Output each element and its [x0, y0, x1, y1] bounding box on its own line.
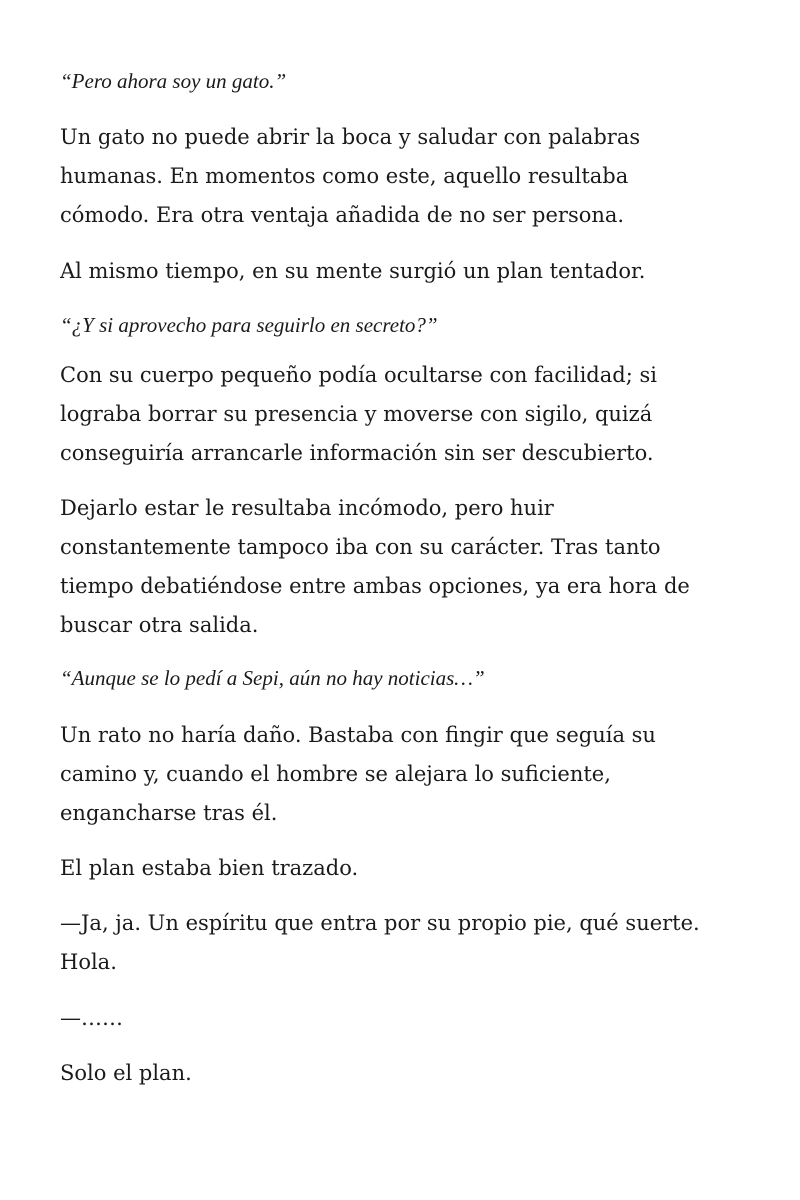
paragraph: Solo el plan.	[60, 1061, 192, 1085]
thought-line: “¿Y si aprovecho para seguirlo en secreto?”	[60, 313, 438, 337]
paragraph: El plan estaba bien trazado.	[60, 856, 359, 880]
thought-line: “Aunque se lo pedí a Sepi, aún no hay noticias…”	[60, 666, 485, 690]
paragraph: —Ja, ja. Un espíritu que entra por su propio pie, qué suerte. Hola.	[60, 911, 700, 974]
page-content	[60, 0, 750, 1200]
paragraph: Un rato no haría daño. Bastaba con fingir que seguía su camino y, cuando el hombre se alejara lo suficiente, engancharse tras él.	[60, 723, 656, 825]
paragraph: Dejarlo estar le resultaba incómodo, pero huir constantemente tampoco iba con su carácter. Tras tanto tiempo debatiéndose entre ambas opciones, ya era hora de buscar otra salida.	[60, 496, 690, 637]
thought-line: “Pero ahora soy un gato.”	[60, 69, 287, 93]
paragraph: Al mismo tiempo, en su mente surgió un plan tentador.	[60, 259, 646, 283]
paragraph: Un gato no puede abrir la boca y saludar con palabras humanas. En momentos como este, aquello resultaba cómodo. Era otra ventaja añadida de no ser persona.	[60, 125, 641, 227]
paragraph: —……	[60, 1006, 123, 1030]
paragraph: Con su cuerpo pequeño podía ocultarse con facilidad; si lograba borrar su presencia y moverse con sigilo, quizá conseguiría arrancarle información sin ser descubierto.	[60, 363, 657, 465]
